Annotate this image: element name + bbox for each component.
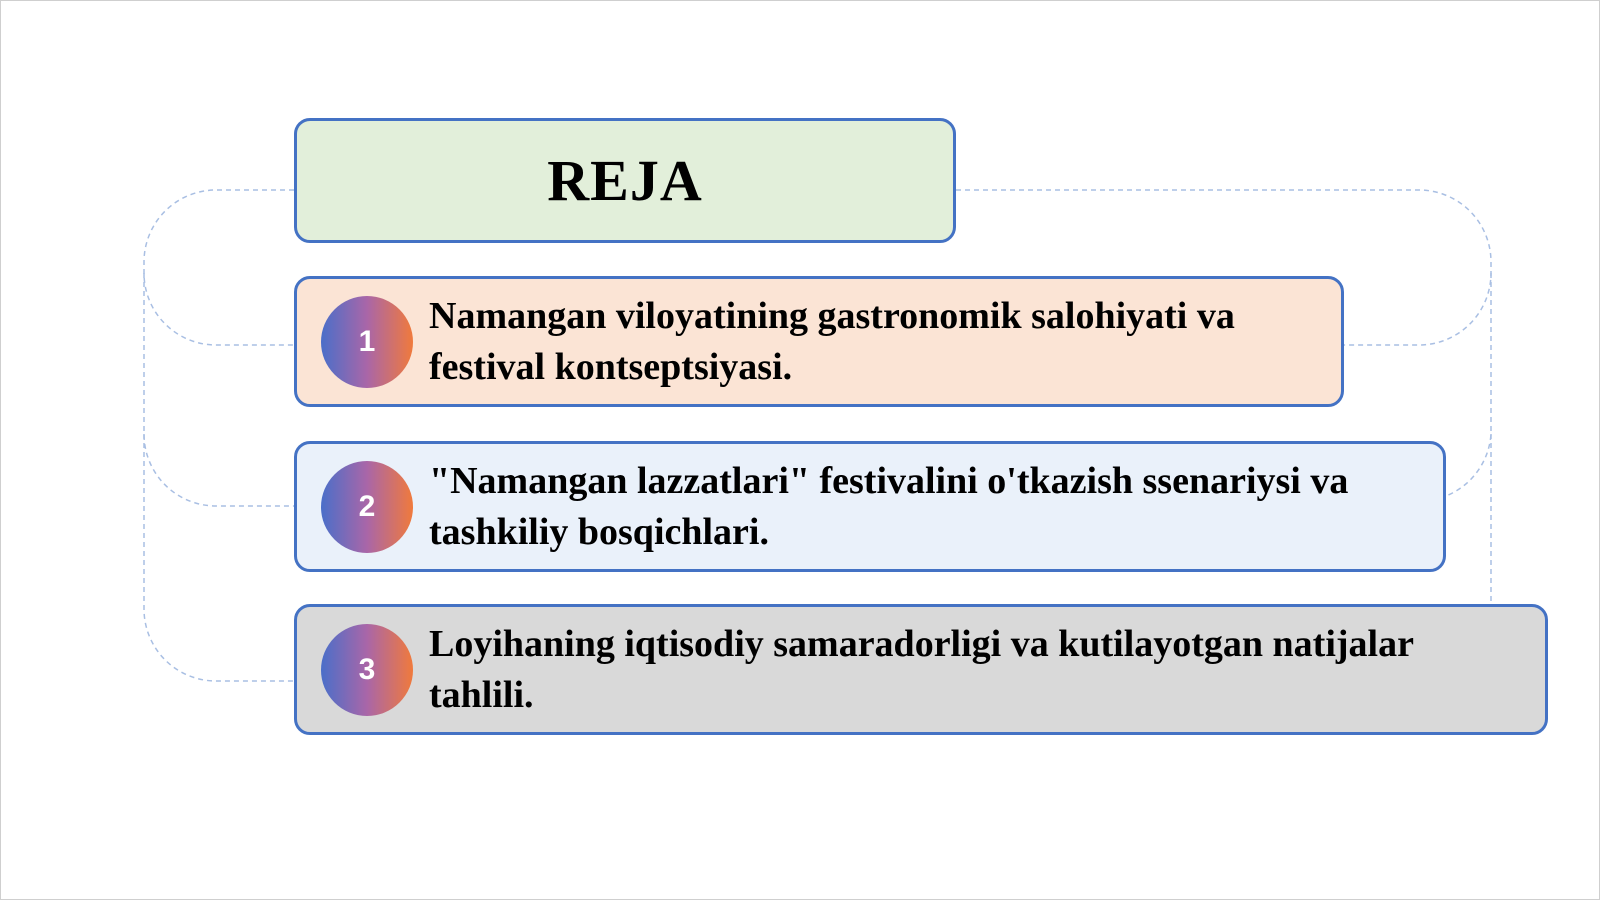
page-title: REJA — [547, 148, 703, 213]
connector-left-1 — [144, 190, 294, 345]
number-badge-2: 2 — [321, 461, 413, 553]
title-box — [294, 118, 956, 243]
agenda-item-2 — [294, 441, 1446, 572]
connector-left-2 — [144, 273, 294, 506]
agenda-item-3 — [294, 604, 1548, 735]
number-badge-1: 1 — [321, 296, 413, 388]
agenda-item-2-text: "Namangan lazzatlari" festivalini o'tkazish ssenariysi va tashkiliy bosqichlari. — [429, 459, 1349, 553]
connector-left-3 — [144, 434, 294, 681]
agenda-item-1-text: Namangan viloyatining gastronomik salohiyati va festival kontseptsiyasi. — [429, 294, 1235, 388]
number-badge-3: 3 — [321, 624, 413, 716]
agenda-item-1 — [294, 276, 1344, 407]
connector-right-2 — [1446, 273, 1491, 496]
agenda-item-3-text: Loyihaning iqtisodiy samaradorligi va kutilayotgan natijalar tahlili. — [429, 622, 1414, 716]
